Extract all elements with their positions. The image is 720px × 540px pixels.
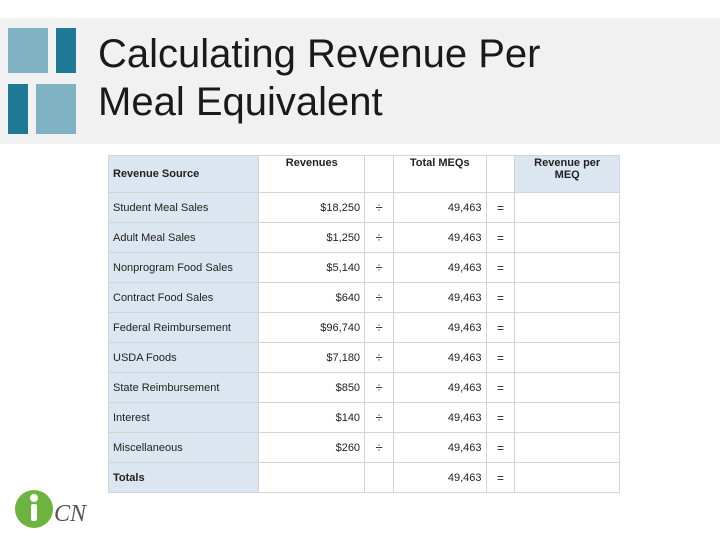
table-body — [109, 193, 620, 463]
row-total-meqs: 49,463 — [393, 313, 486, 343]
logo-text: CN — [54, 501, 87, 527]
totals-divide — [365, 463, 394, 493]
decor-square — [8, 28, 48, 73]
row-revenue-per-meq — [515, 253, 620, 283]
divide-sign: ÷ — [365, 253, 394, 283]
decor-square — [36, 84, 76, 134]
header-revenues: Revenues — [259, 156, 365, 193]
divide-sign: ÷ — [365, 403, 394, 433]
equals-sign: = — [486, 253, 515, 283]
row-revenue-per-meq — [515, 403, 620, 433]
divide-sign: ÷ — [365, 283, 394, 313]
table-row — [109, 403, 620, 433]
row-total-meqs: 49,463 — [393, 283, 486, 313]
row-revenue-source: Adult Meal Sales — [109, 223, 259, 253]
equals-sign: = — [486, 223, 515, 253]
table-row — [109, 193, 620, 223]
row-revenue-source: Contract Food Sales — [109, 283, 259, 313]
row-revenue: $96,740 — [259, 313, 365, 343]
table-row — [109, 223, 620, 253]
row-revenue-source: Student Meal Sales — [109, 193, 259, 223]
header-revenue-per-meq — [515, 156, 620, 193]
header-total-meqs: Total MEQs — [393, 156, 486, 193]
equals-sign: = — [486, 403, 515, 433]
totals-label: Totals — [109, 463, 259, 493]
row-revenue: $18,250 — [259, 193, 365, 223]
row-revenue-source: USDA Foods — [109, 343, 259, 373]
revenue-table — [108, 155, 620, 493]
decor-square — [8, 84, 28, 134]
logo-dot — [30, 494, 38, 502]
table-row — [109, 433, 620, 463]
row-revenue-per-meq — [515, 373, 620, 403]
row-revenue-source: Federal Reimbursement — [109, 313, 259, 343]
totals-per-meq — [515, 463, 620, 493]
row-revenue: $7,180 — [259, 343, 365, 373]
row-revenue-per-meq — [515, 283, 620, 313]
table-row — [109, 253, 620, 283]
row-revenue: $640 — [259, 283, 365, 313]
equals-sign: = — [486, 463, 515, 493]
row-total-meqs: 49,463 — [393, 403, 486, 433]
row-revenue: $260 — [259, 433, 365, 463]
header-per-line1: Revenue per — [534, 157, 601, 169]
row-total-meqs: 49,463 — [393, 343, 486, 373]
row-revenue-per-meq — [515, 313, 620, 343]
totals-row — [109, 463, 620, 493]
slide-title-line2: Meal Equivalent — [98, 80, 383, 124]
row-total-meqs: 49,463 — [393, 193, 486, 223]
row-revenue-source: State Reimbursement — [109, 373, 259, 403]
equals-sign: = — [486, 373, 515, 403]
table-row — [109, 343, 620, 373]
slide-title — [98, 30, 698, 126]
divide-sign: ÷ — [365, 313, 394, 343]
header-empty — [486, 156, 515, 193]
row-total-meqs: 49,463 — [393, 223, 486, 253]
header-empty — [365, 156, 394, 193]
header-revenue-source: Revenue Source — [109, 156, 259, 193]
row-revenue: $5,140 — [259, 253, 365, 283]
row-revenue-per-meq — [515, 433, 620, 463]
row-total-meqs: 49,463 — [393, 253, 486, 283]
totals-meqs: 49,463 — [393, 463, 486, 493]
row-revenue-source: Miscellaneous — [109, 433, 259, 463]
row-revenue: $140 — [259, 403, 365, 433]
row-total-meqs: 49,463 — [393, 373, 486, 403]
divide-sign: ÷ — [365, 433, 394, 463]
header-per-line2: MEQ — [554, 169, 580, 181]
slide-title-line1: Calculating Revenue Per — [98, 32, 541, 76]
row-revenue-per-meq — [515, 223, 620, 253]
totals-revenue — [259, 463, 365, 493]
table-row — [109, 373, 620, 403]
row-total-meqs: 49,463 — [393, 433, 486, 463]
row-revenue-per-meq — [515, 343, 620, 373]
row-revenue-per-meq — [515, 193, 620, 223]
equals-sign: = — [486, 313, 515, 343]
equals-sign: = — [486, 433, 515, 463]
divide-sign: ÷ — [365, 343, 394, 373]
row-revenue: $850 — [259, 373, 365, 403]
row-revenue-source: Nonprogram Food Sales — [109, 253, 259, 283]
icn-logo — [14, 485, 94, 531]
divide-sign: ÷ — [365, 373, 394, 403]
logo-stem — [31, 504, 37, 521]
equals-sign: = — [486, 343, 515, 373]
divide-sign: ÷ — [365, 193, 394, 223]
table-row — [109, 283, 620, 313]
table-header-row — [109, 156, 620, 193]
divide-sign: ÷ — [365, 223, 394, 253]
equals-sign: = — [486, 283, 515, 313]
decor-square — [56, 28, 76, 73]
row-revenue: $1,250 — [259, 223, 365, 253]
equals-sign: = — [486, 193, 515, 223]
table-row — [109, 313, 620, 343]
row-revenue-source: Interest — [109, 403, 259, 433]
